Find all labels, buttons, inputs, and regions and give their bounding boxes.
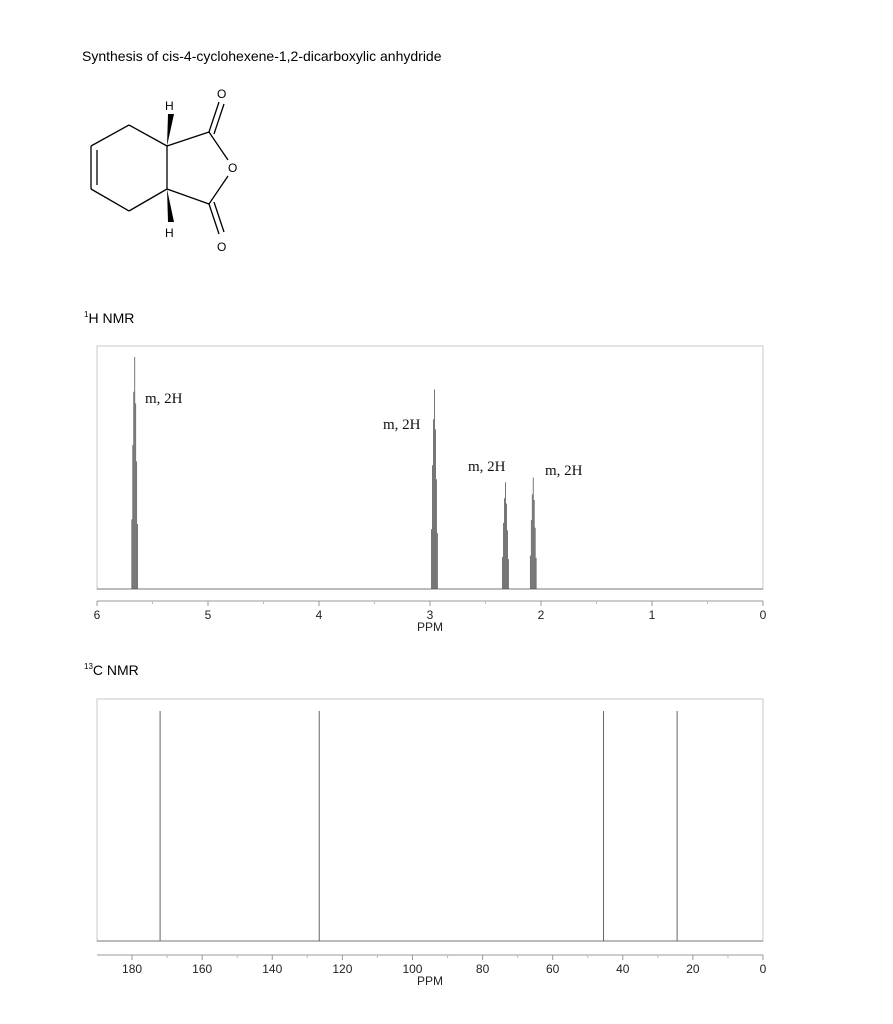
x-tick-label: 5 <box>204 608 212 622</box>
atom-label-o-ring: O <box>228 161 238 175</box>
x-tick-label: 40 <box>616 962 630 976</box>
peak-annotation: m, 2H <box>468 459 506 475</box>
x-tick-label: 3 <box>426 608 434 622</box>
x-tick-label: 60 <box>546 962 560 976</box>
atom-label-o-top: O <box>217 87 227 101</box>
x-tick-label: 180 <box>122 962 143 976</box>
x-axis-label: PPM <box>416 974 444 988</box>
x-tick-label: 20 <box>686 962 700 976</box>
plot-frame <box>97 699 763 941</box>
c-nmr-label: $^{13}$C NMR <box>84 662 139 678</box>
x-tick-label: 0 <box>759 608 767 622</box>
h-nmr-label: $^1$H NMR <box>84 310 135 326</box>
x-tick-label: 1 <box>648 608 656 622</box>
x-axis-label: PPM <box>416 620 444 634</box>
x-tick-label: 80 <box>475 962 490 976</box>
atom-label-o-bottom: O <box>217 240 227 254</box>
x-tick-label: 140 <box>262 962 283 976</box>
x-tick-label: 6 <box>93 608 101 622</box>
atom-label-h-bottom: H <box>165 226 174 240</box>
page-title: Synthesis of cis-4-cyclohexene-1,2-dicarboxylic anhydride <box>82 48 442 64</box>
peak-annotation: m, 2H <box>145 391 183 407</box>
x-tick-label: 4 <box>315 608 323 622</box>
x-tick-label: 100 <box>402 962 423 976</box>
peak-annotation: m, 2H <box>383 417 421 433</box>
x-tick-label: 160 <box>192 962 213 976</box>
x-tick-label: 2 <box>537 608 545 622</box>
x-tick-label: 0 <box>759 962 767 976</box>
peak-annotation: m, 2H <box>545 463 583 479</box>
x-tick-label: 120 <box>332 962 353 976</box>
atom-label-h-top: H <box>165 99 174 113</box>
